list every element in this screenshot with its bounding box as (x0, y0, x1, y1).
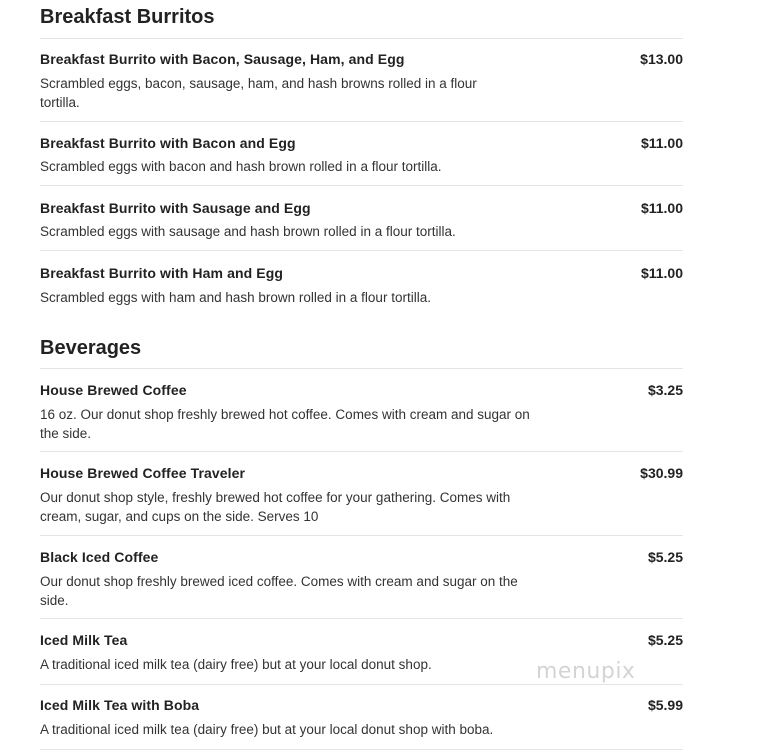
item-price: $30.99 (640, 465, 683, 481)
item-name: Breakfast Burrito with Bacon and Egg (40, 135, 296, 151)
item-name: Breakfast Burrito with Bacon, Sausage, Ham, and Egg (40, 51, 405, 67)
item-description: A traditional iced milk tea (dairy free) but at your local donut shop. (40, 657, 432, 672)
divider (40, 749, 683, 750)
item-name: House Brewed Coffee (40, 382, 187, 398)
item-description: Our donut shop freshly brewed iced coffee. Comes with cream and sugar on the side. (40, 574, 518, 608)
item-price: $5.99 (647, 697, 683, 713)
item-description: A traditional iced milk tea (dairy free) but at your local donut shop with boba. (40, 722, 494, 737)
item-price: $5.25 (647, 549, 683, 565)
item-description: Scrambled eggs with sausage and hash brown rolled in a flour tortilla. (40, 224, 456, 239)
item-name: Black Iced Coffee (40, 549, 159, 565)
item-price: $5.25 (647, 632, 683, 648)
item-name: Breakfast Burrito with Sausage and Egg (40, 200, 311, 216)
menu-item[interactable] (40, 250, 683, 321)
item-name: Iced Milk Tea (40, 632, 128, 648)
menu-item[interactable] (40, 368, 683, 452)
menu-item[interactable] (40, 684, 683, 749)
item-name: Breakfast Burrito with Ham and Egg (40, 265, 283, 281)
item-description: Scrambled eggs with ham and hash brown rolled in a flour tortilla. (40, 290, 431, 305)
item-price: $11.00 (640, 265, 683, 281)
item-description: Our donut shop style, freshly brewed hot coffee for your gathering. Comes with cream, sugar, and cups on the side. Serves 10 (40, 490, 511, 524)
item-price: $11.00 (640, 200, 683, 216)
menu-item[interactable] (40, 38, 683, 122)
item-description: Scrambled eggs, bacon, sausage, ham, and hash browns rolled in a flour tortilla. (40, 76, 477, 110)
item-price: $13.00 (640, 51, 683, 67)
item-price: $11.00 (640, 135, 683, 151)
item-name: House Brewed Coffee Traveler (40, 465, 246, 481)
item-description: Scrambled eggs with bacon and hash brown rolled in a flour tortilla. (40, 159, 442, 174)
section-title-breakfast-burritos: Breakfast Burritos (40, 6, 215, 28)
item-price: $3.25 (647, 382, 683, 398)
menu-item[interactable] (40, 451, 683, 536)
menu-item[interactable] (40, 185, 683, 251)
item-description: 16 oz. Our donut shop freshly brewed hot coffee. Comes with cream and sugar on the side. (40, 407, 530, 441)
menu-item[interactable] (40, 535, 683, 619)
menupix-watermark: menupix (536, 659, 636, 684)
item-name: Iced Milk Tea with Boba (40, 697, 200, 713)
menu-item[interactable] (40, 121, 683, 186)
section-title-beverages: Beverages (40, 337, 142, 359)
